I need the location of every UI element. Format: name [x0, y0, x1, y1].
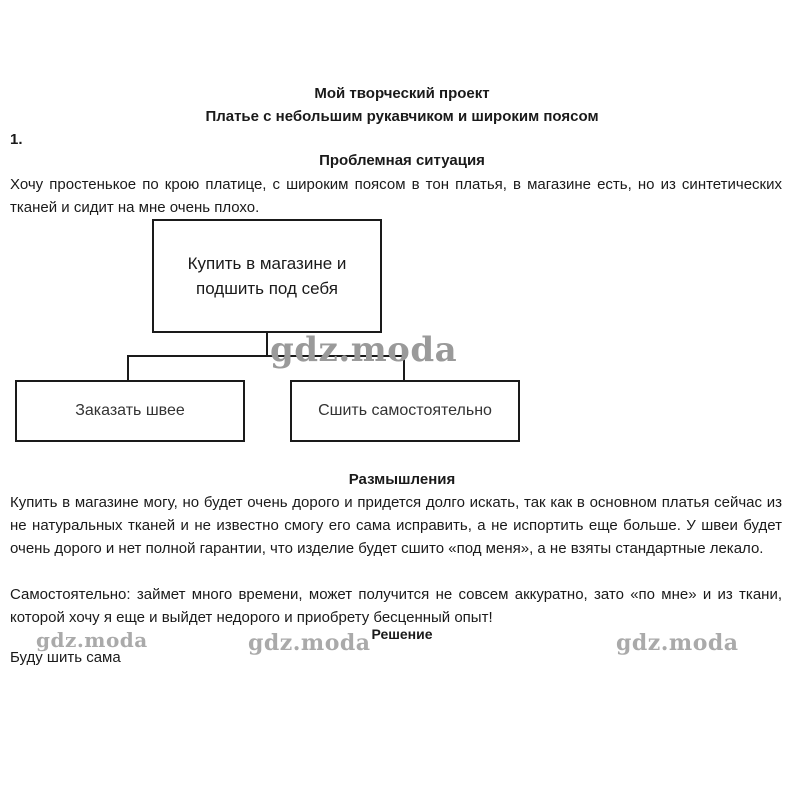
connector-vertical-main [266, 333, 268, 356]
decision-heading: Решение [371, 626, 433, 642]
problem-heading: Проблемная ситуация [319, 152, 485, 169]
decision-text: Буду шить сама [10, 649, 121, 666]
diagram-left-box [15, 380, 245, 442]
problem-text: Хочу простенькое по крою платице, с широким поясом в тон платья, в магазине есть, но из синтетических тканей и сидит на мне очень плохо. [10, 176, 782, 216]
diagram-right-label: Сшить самостоятельно [318, 402, 492, 419]
reflection-text-2: Самостоятельно: займет много времени, может получится не совсем аккуратно, зато «по мне» и из ткани, которой хочу я еще и выйдет недорого и приобрету бесценный опыт! [10, 586, 782, 626]
reflection-text: Купить в магазине могу, но будет очень дорого и придется долго искать, так как в основном платья сейчас из не натуральных тканей и не известно смогу его сама исправить, а не испортить еще больше. У швеи будет очень дорого и нет полной гарантии, что изделие будет сшито «под меня», а не взяты стандартные лекало. [10, 494, 782, 557]
diagram-main-box [152, 219, 382, 333]
diagram-left-label: Заказать швее [75, 402, 185, 419]
diagram-main-label: Купить в магазине и подшить под себя [187, 254, 347, 298]
diagram-right-box [290, 380, 520, 442]
watermark: gdz.moda [36, 628, 148, 652]
watermark: gdz.moda [270, 330, 458, 370]
watermark: gdz.moda [616, 630, 739, 656]
item-number: 1. [10, 131, 23, 148]
project-title: Мой творческий проект [314, 85, 490, 102]
connector-left-drop [127, 355, 129, 380]
reflection-heading: Размышления [348, 471, 456, 488]
project-subtitle: Платье с небольшим рукавчиком и широким поясом [205, 108, 599, 125]
watermark: gdz.moda [248, 630, 371, 656]
